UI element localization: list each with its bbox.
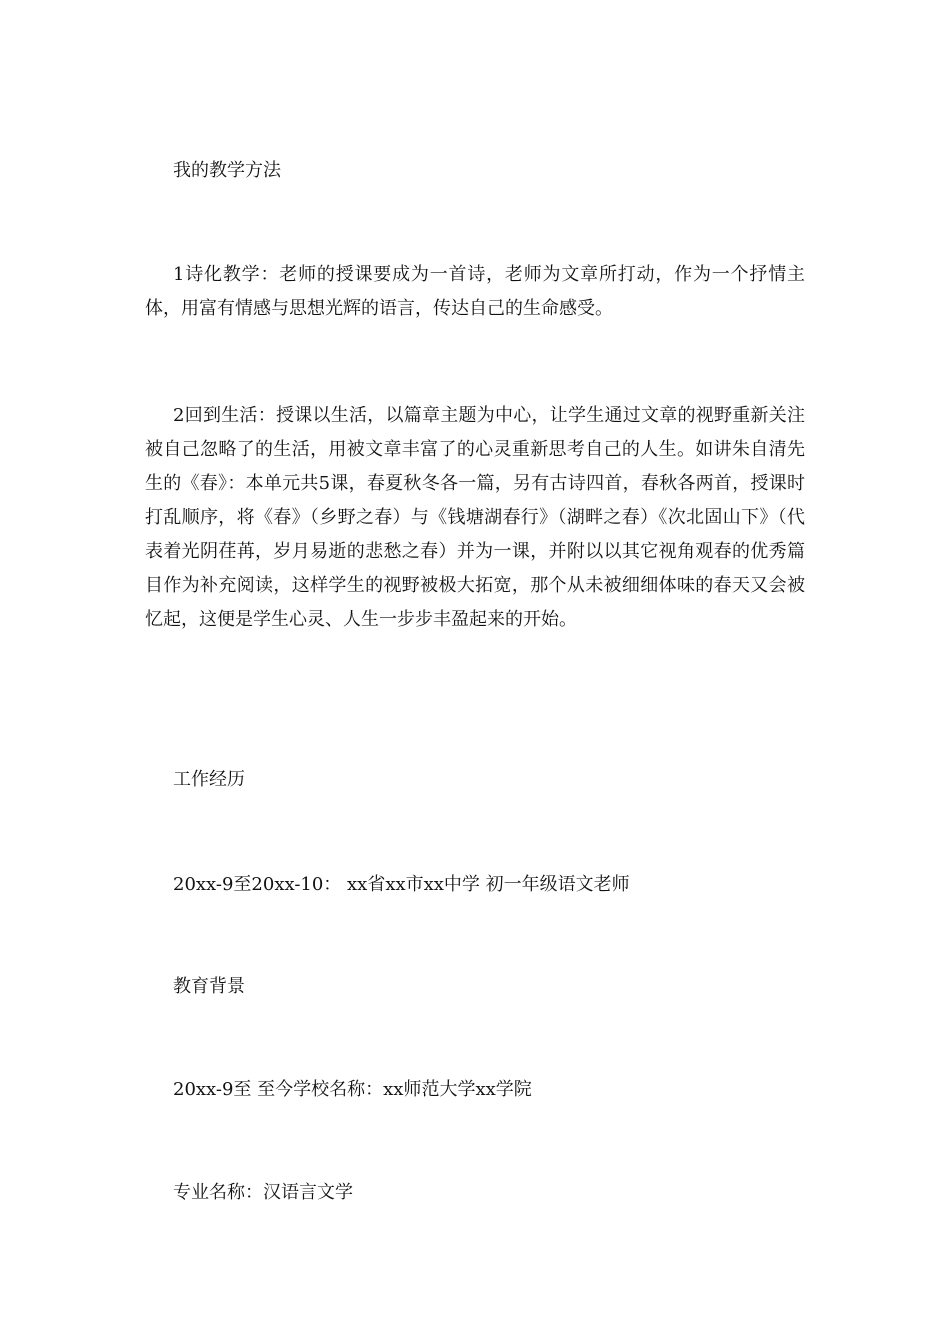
paragraph-poetic-teaching: 1诗化教学：老师的授课要成为一首诗，老师为文章所打动，作为一个抒情主体，用富有情感与思想光辉的语言，传达自己的生命感受。 [145,264,805,319]
heading-education: 教育背景 [173,976,245,997]
education-item: 20xx-9至 至今学校名称：xx师范大学xx学院 [173,1079,532,1100]
heading-work-experience: 工作经历 [173,769,245,790]
major-item: 专业名称：汉语言文学 [173,1182,353,1203]
heading-teaching-methods: 我的教学方法 [173,160,281,181]
paragraph-back-to-life: 2回到生活：授课以生活，以篇章主题为中心，让学生通过文章的视野重新关注被自己忽略了的生活，用被文章丰富了的心灵重新思考自己的人生。如讲朱自清先生的《春》：本单元共5课，春夏秋冬各一篇，另有古诗四首，春秋各两首，授课时打乱顺序，将《春》（乡野之春）与《钱塘湖春行》（湖畔之春）《次北固山下》（代表着光阴荏苒，岁月易逝的悲愁之春）并为一课，并附以以其它视角观春的优秀篇目作为补充阅读，这样学生的视野被极大拓宽，那个从未被细细体味的春天又会被忆起，这便是学生心灵、人生一步步丰盈起来的开始。 [145,405,805,630]
work-experience-item: 20xx-9至20xx-10： xx省xx市xx中学 初一年级语文老师 [173,874,630,895]
